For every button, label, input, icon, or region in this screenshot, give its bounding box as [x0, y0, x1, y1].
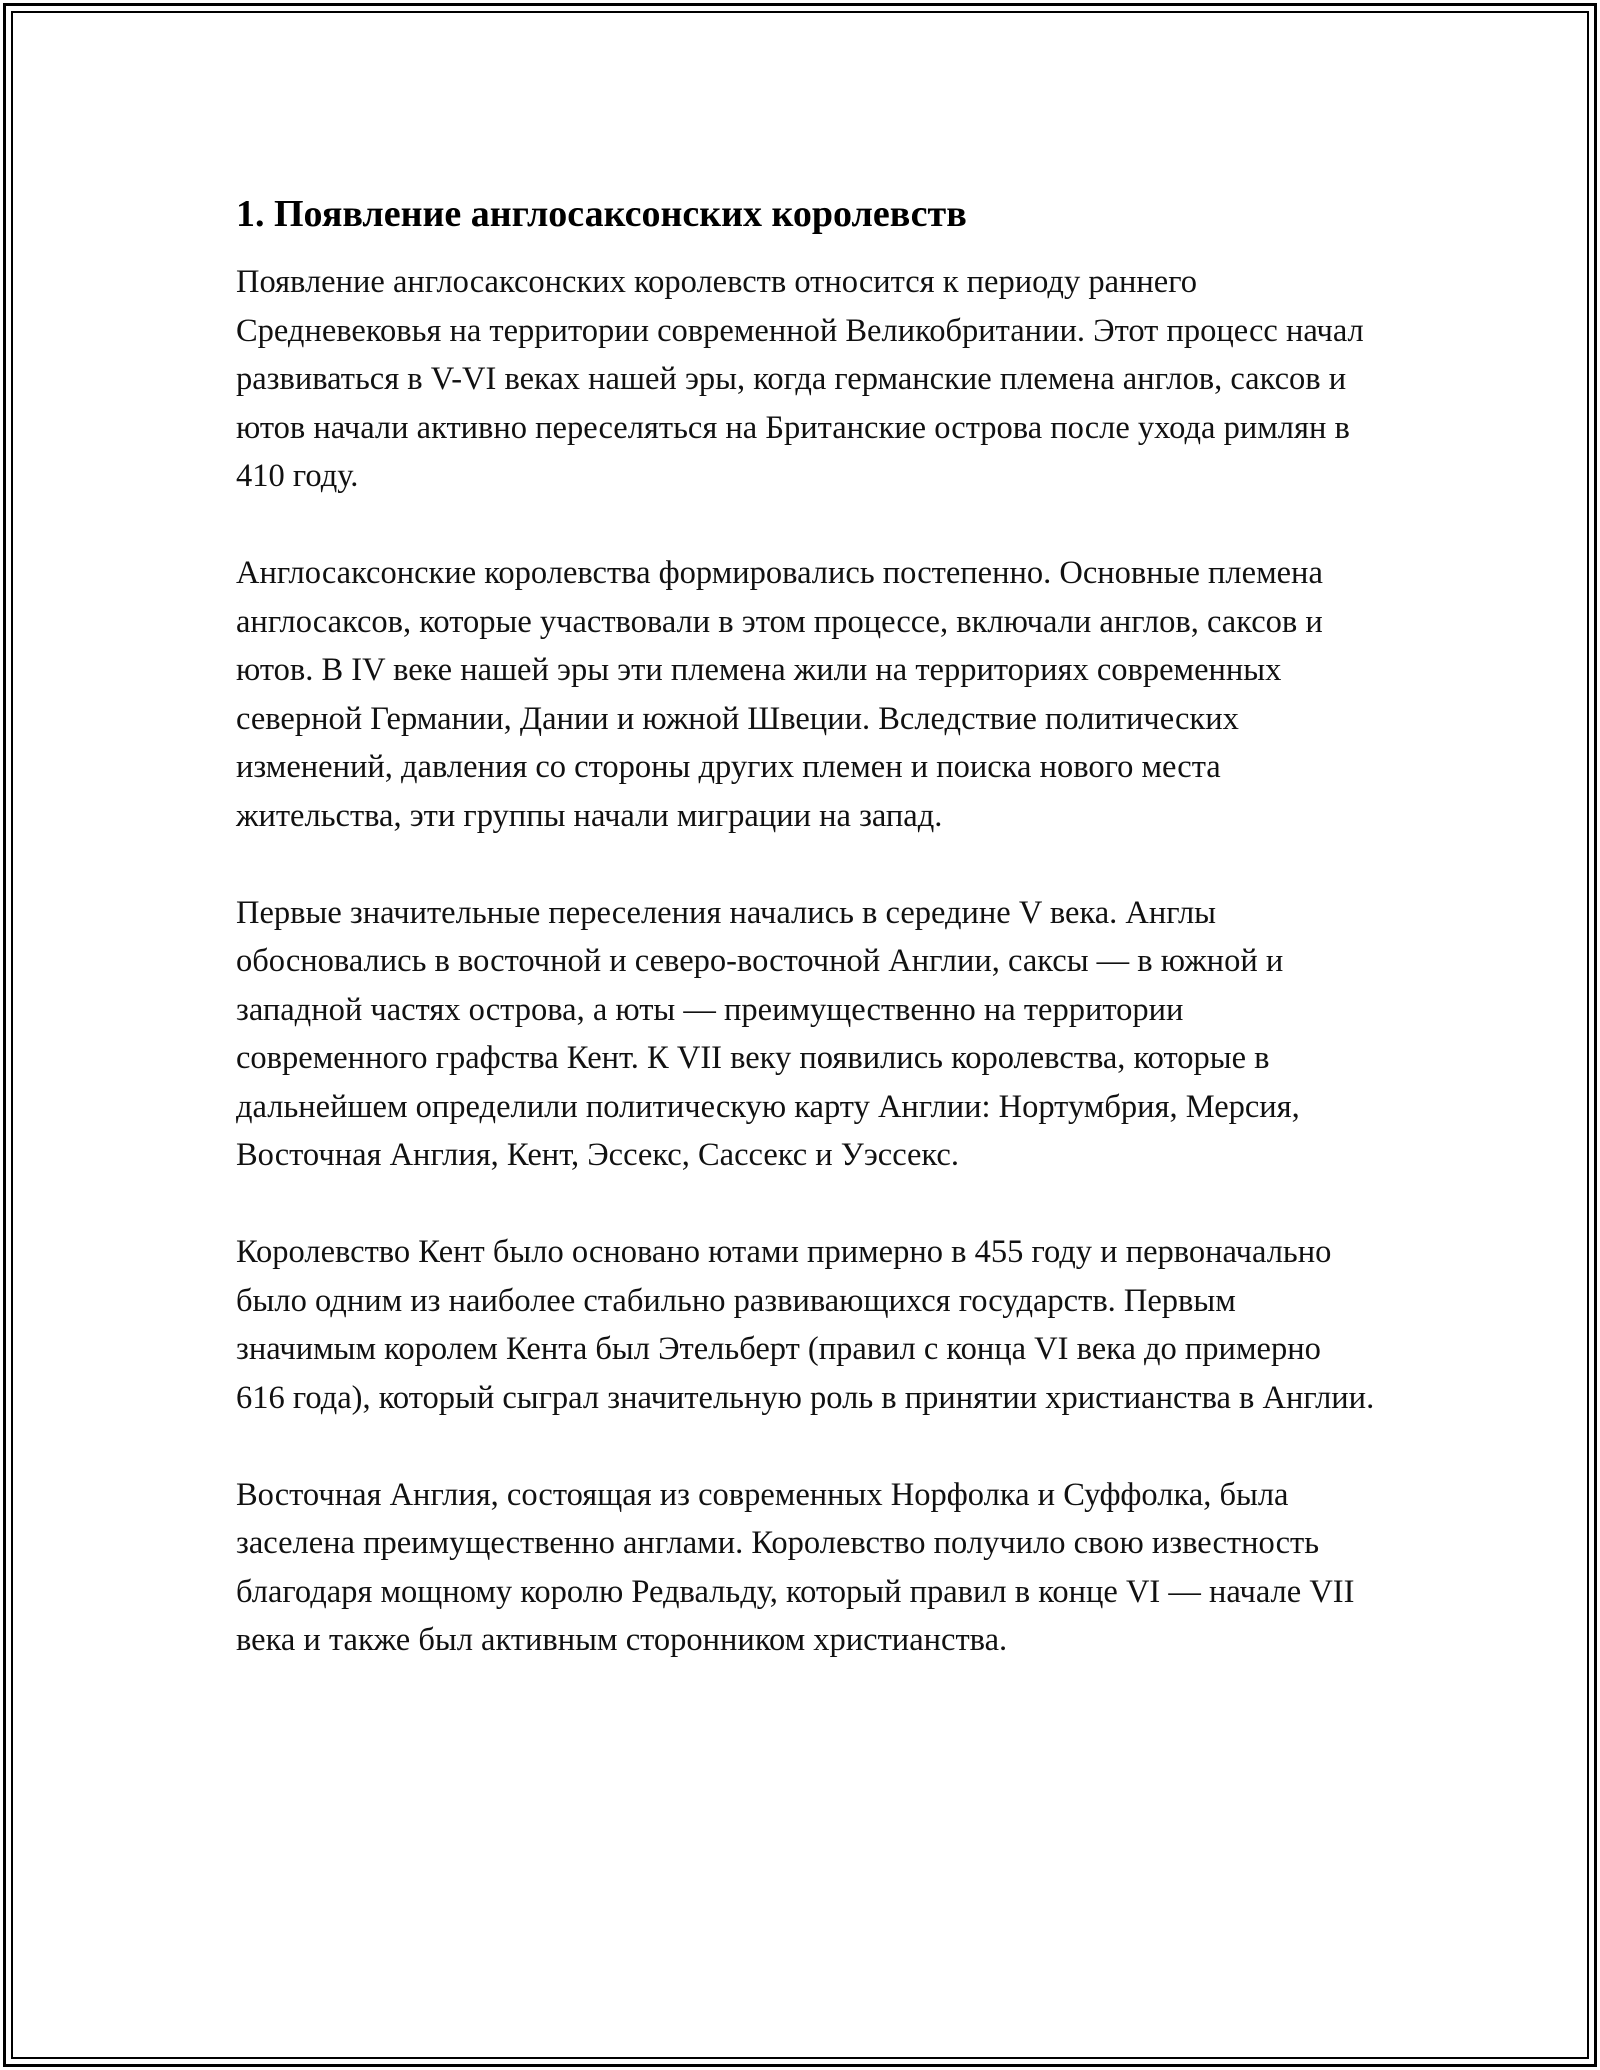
- section-heading: 1. Появление англосаксонских королевств: [236, 193, 967, 235]
- paragraph-3: Первые значительные переселения начались в середине V века. Англы обосновались в восточной и северо-восточной Англии, саксы — в южной и западной частях острова, а юты — преимущественно на территории современного графства Кент. К VII веку появились королевства, которые в дальнейшем определили политическую карту Англии: Нортумбрия, Мерсия, Восточная Англия, Кент, Эссекс, Сассекс и Уэссекс.: [236, 894, 1300, 1173]
- document-content: [236, 186, 1376, 1713]
- paragraph-5: Восточная Англия, состоящая из современных Норфолка и Суффолка, была заселена преимущественно англами. Королевство получило свою известность благодаря мощному королю Редвальду, который правил в конце VI — начале VII века и также был активным сторонником христианства.: [236, 1476, 1355, 1658]
- paragraph-2: Англосаксонские королевства формировались постепенно. Основные племена англосаксов, которые участвовали в этом процессе, включали англов, саксов и ютов. В IV веке нашей эры эти племена жили на территориях современных северной Германии, Дании и южной Швеции. Вследствие политических изменений, давления со стороны других племен и поиска нового места жительства, эти группы начали миграции на запад.: [236, 555, 1323, 834]
- paragraph-1: Появление англосаксонских королевств относится к периоду раннего Средневековья на территории современной Великобритании. Этот процесс начал развиваться в V-VI веках нашей эры, когда германские племена англов, саксов и ютов начали активно переселяться на Британские острова после ухода римлян в 410 году.: [236, 264, 1364, 494]
- paragraph-4: Королевство Кент было основано ютами примерно в 455 году и первоначально было одним из наиболее стабильно развивающихся государств. Первым значимым королем Кента был Этельберт (правил с конца VI века до примерно 616 года), который сыграл значительную роль в принятии христианства в Англии.: [236, 1234, 1375, 1416]
